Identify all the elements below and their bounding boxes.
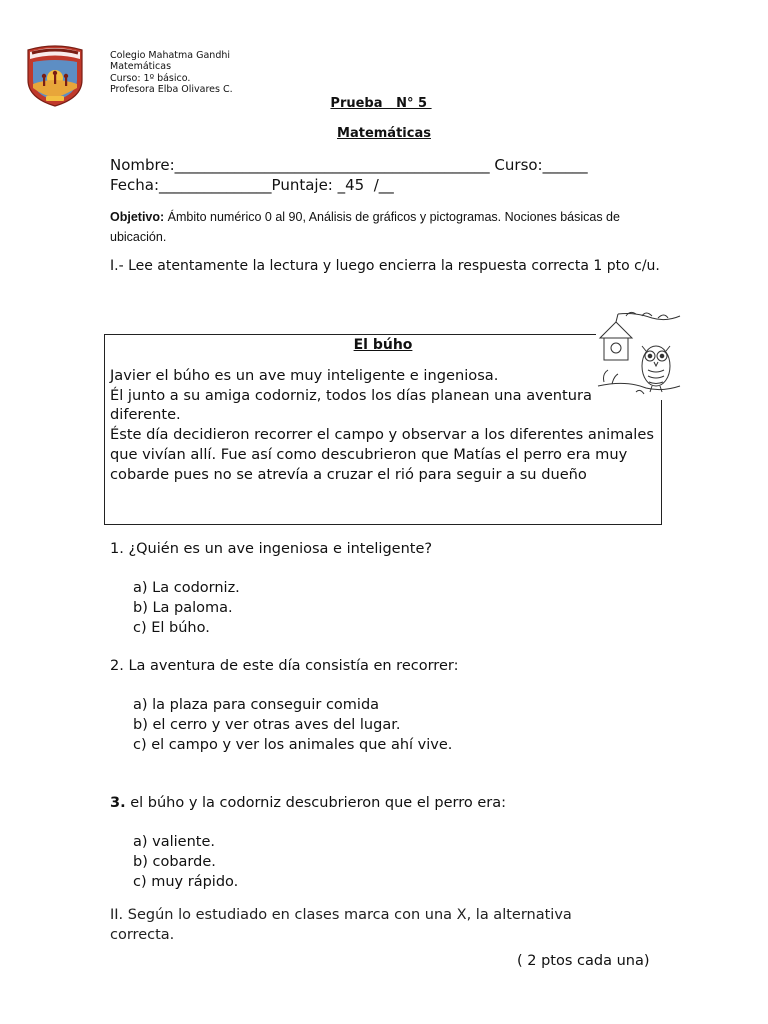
- objective-label: Objetivo:: [110, 210, 165, 224]
- objective: [110, 207, 670, 247]
- course-name: Curso: 1º básico.: [110, 72, 191, 84]
- answer-option[interactable]: c) El búho.: [133, 620, 210, 636]
- answer-option[interactable]: c) el campo y ver los animales que ahí vive.: [133, 737, 453, 753]
- owl-illustration: [596, 308, 682, 400]
- objective-text: Ámbito numérico 0 al 90, Análisis de gráficos y pictogramas. Nociones básicas de ubicación.: [110, 210, 620, 244]
- question-number: 3.: [110, 795, 126, 811]
- story-paragraph: Él junto a su amiga codorniz, todos los días planean una aventura diferente.: [110, 386, 592, 424]
- name-course-line: Nombre:__________________________________________ Curso:______: [110, 156, 588, 174]
- school-name: Colegio Mahatma Gandhi: [110, 50, 231, 61]
- question-2: [110, 658, 458, 674]
- points-note: ( 2 ptos cada una): [517, 953, 650, 969]
- story-paragraph: Javier el búho es un ave muy inteligente e ingeniosa.: [110, 367, 499, 384]
- date-score-line: Fecha:_______________Puntaje: _45 /__: [110, 176, 394, 194]
- question-text: ¿Quién es un ave ingeniosa e inteligente?: [128, 541, 433, 557]
- section2-instruction: II. Según lo estudiado en clases marca con una X, la alternativa correcta.: [110, 907, 572, 943]
- question-1: [110, 541, 432, 557]
- story-box: [104, 334, 662, 525]
- answer-option[interactable]: a) valiente.: [133, 834, 216, 850]
- question-number: 2.: [110, 658, 124, 674]
- section1-instruction: I.- Lee atentamente la lectura y luego encierra la respuesta correcta 1 pto c/u.: [110, 258, 660, 274]
- story-title: El búho: [353, 337, 413, 353]
- answer-option[interactable]: a) La codorniz.: [133, 580, 240, 596]
- story-body: [110, 366, 662, 484]
- answer-option[interactable]: b) La paloma.: [133, 600, 233, 616]
- answer-option[interactable]: b) cobarde.: [133, 854, 216, 870]
- question-text: La aventura de este día consistía en recorrer:: [128, 658, 459, 674]
- teacher-name: Profesora Elba Olivares C.: [110, 83, 233, 95]
- story-paragraph: Éste día decidieron recorrer el campo y observar a los diferentes animales que vivían allí. Fue así como descubrieron que Matías el perro era muy cobarde pues no se atrevía a cruzar el rió para seguir a su dueño: [110, 426, 654, 483]
- question-number: 1.: [110, 541, 124, 557]
- answer-option[interactable]: b) el cerro y ver otras aves del lugar.: [133, 717, 401, 733]
- test-title: Prueba N° 5: [330, 96, 432, 111]
- subject-title: Matemáticas: [337, 126, 431, 141]
- question-3: [110, 795, 506, 811]
- answer-option[interactable]: c) muy rápido.: [133, 874, 239, 890]
- question-text: el búho y la codorniz descubrieron que el perro era:: [130, 795, 506, 811]
- school-info: [110, 50, 233, 95]
- subject-name: Matemáticas: [110, 61, 172, 73]
- answer-option[interactable]: a) la plaza para conseguir comida: [133, 697, 380, 713]
